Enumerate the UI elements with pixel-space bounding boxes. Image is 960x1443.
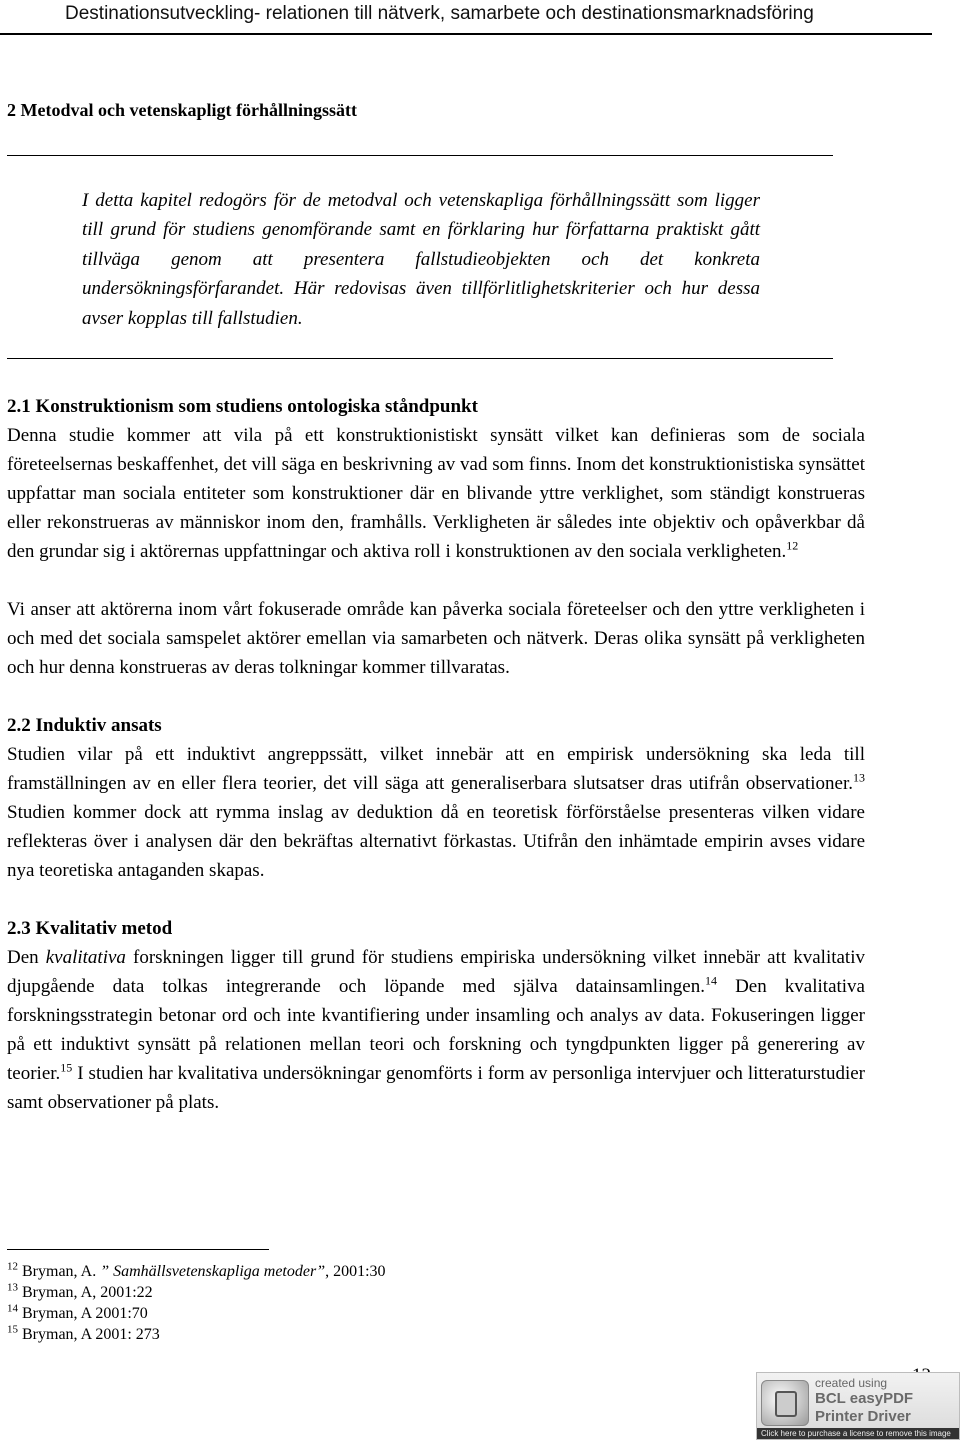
- watermark-brand: BCL easyPDF: [815, 1390, 914, 1407]
- emphasis-kvalitativa: kvalitativa: [45, 947, 126, 968]
- section-heading-2-3: 2.3 Kvalitativ metod: [7, 918, 173, 939]
- watermark-license-link[interactable]: Click here to purchase a license to remove this image: [757, 1428, 959, 1439]
- page-header: [0, 0, 960, 32]
- chapter-abstract: I detta kapitel redogörs för de metodval och vetenskapliga förhållningssätt som ligger till grund för studiens genomförande samt en förklaring hur författarna praktiskt gått tillväga genom att presentera fallstudieobjekten och det konkreta undersökningsförfarandet. Här redovisas även tillförlitlighetskriterier och hur dessa avser kopplas till fallstudien.: [82, 190, 760, 329]
- footnote-item: $^{15}$ Bryman, A 2001: 273: [7, 1323, 160, 1343]
- section-2-1-paragraph-2: Vi anser att aktörerna inom vårt fokuserade område kan påverka sociala företeelser och den yttre verkligheten i och med det sociala samspelet aktörer emellan via samarbeten och nätverk. Deras olika synsätt på verkligheten och hur denna konstrueras av deras tolkningar kommer tillvaratas.: [7, 599, 865, 678]
- footnote-ref-13[interactable]: 13: [853, 770, 865, 785]
- section-heading-2-1: 2.1 Konstruktionism som studiens ontologiska ståndpunkt: [7, 396, 478, 417]
- header-title: Destinationsutveckling- relationen till nätverk, samarbete och destinationsmarknadsföring: [65, 3, 814, 24]
- section-heading-2-2: 2.2 Induktiv ansats: [7, 715, 162, 736]
- section-2-2-paragraph-1: Studien vilar på ett induktivt angreppssätt, vilket innebär att en empirisk undersökning ska leda till framställningen av en eller flera teorier, det vill säga att generaliserbara slutsatser dras utifrån observationer.$^{13}$ Studien kommer dock att rymma inslag av deduktion då en teoretisk förförståelse presenteras vilken vidare reflekteras över i analysen där den bekräftas alternativt förkastas. Utifrån den inhämtade empirin avses vidare nya teoretiska antaganden skapas.: [7, 744, 865, 881]
- footnote-rule: [7, 1249, 269, 1250]
- section-2-1-paragraph-1: Denna studie kommer att vila på ett konstruktionistiskt synsätt vilket kan definieras som de sociala företeelsernas beskaffenhet, det vill säga en beskrivning av vad som finns. Inom det konstruktionistiska synsättet uppfattar man sociala entiteter som konstruktioner där en blivande yttre verklighet, som ständigt konstrueras eller rekonstrueras av människor inom den, framhålls. Verkligheten är således inte objektiv och opåverkbar då den grundar sig i aktörernas uppfattningar och aktiva roll i konstruktionen av den sociala verkligheten.$^{12}$: [7, 425, 865, 562]
- chapter-title: 2 Metodval och vetenskapligt förhållningssätt: [7, 100, 358, 120]
- footnote-ref-14[interactable]: 14: [705, 973, 717, 988]
- footnotes: [7, 1261, 386, 1345]
- footnote-item: $^{14}$ Bryman, A 2001:70: [7, 1302, 148, 1322]
- footnote-item: $^{13}$ Bryman, A, 2001:22: [7, 1281, 153, 1301]
- watermark-caption: created using: [815, 1376, 888, 1390]
- footnote-ref-12[interactable]: 12: [786, 538, 799, 553]
- footnote-item: $^{12}$ Bryman, A. ” Samhällsvetenskapliga metoder”, 2001:30: [7, 1260, 386, 1280]
- main-content: [7, 392, 865, 1117]
- section-2-3-paragraph-1: Den kvalitativa forskningen ligger till grund för studiens empiriska undersökning vilket innebär att kvalitativ djupgående data tolkas integrerande och löpande med själva datainsamlingen.$^{14}$ Den kvalitativa forskningsstrategin betonar ord och inte kvantifiering under insamling och analys av data. Fokuseringen ligger på ett induktivt synsätt på relationen mellan teori och forskning och tyngdpunkten ligger på generering av teorier.$^{15}$ I studien har kvalitativa undersökningar genomförts i form av personliga intervjuer och litteraturstudier samt observationer på plats.: [7, 947, 865, 1113]
- abstract-top-rule: [7, 155, 833, 156]
- watermark-product: Printer Driver: [815, 1408, 911, 1425]
- printer-logo-icon: [761, 1380, 809, 1426]
- pdf-printer-watermark[interactable]: [756, 1372, 960, 1440]
- abstract-bottom-rule: [7, 358, 833, 359]
- header-rule: [0, 33, 932, 35]
- footnote-ref-15[interactable]: 15: [60, 1060, 73, 1075]
